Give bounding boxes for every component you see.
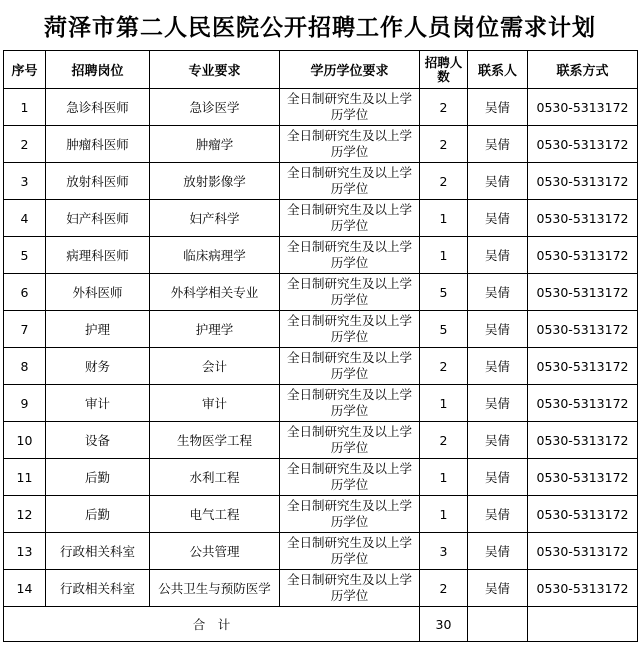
cell-phone: 0530-5313172: [528, 533, 638, 570]
table-row: [4, 200, 638, 237]
cell-contact: 吴倩: [468, 459, 528, 496]
cell-post: 后勤: [46, 496, 150, 533]
cell-post: 外科医师: [46, 274, 150, 311]
table-row: [4, 163, 638, 200]
cell-count: 2: [420, 163, 468, 200]
table-row: [4, 89, 638, 126]
cell-no: 3: [4, 163, 46, 200]
cell-count: 1: [420, 385, 468, 422]
cell-degree: 全日制研究生及以上学历学位: [280, 422, 420, 459]
cell-count: 3: [420, 533, 468, 570]
cell-contact: 吴倩: [468, 422, 528, 459]
table-row: [4, 459, 638, 496]
cell-degree: 全日制研究生及以上学历学位: [280, 570, 420, 607]
cell-major: 临床病理学: [150, 237, 280, 274]
cell-phone: 0530-5313172: [528, 311, 638, 348]
cell-no: 9: [4, 385, 46, 422]
cell-major: 外科学相关专业: [150, 274, 280, 311]
total-label: 合 计: [4, 607, 420, 642]
cell-major: 公共管理: [150, 533, 280, 570]
cell-no: 4: [4, 200, 46, 237]
cell-contact: 吴倩: [468, 496, 528, 533]
table-row: [4, 274, 638, 311]
cell-post: 行政相关科室: [46, 570, 150, 607]
cell-degree: 全日制研究生及以上学历学位: [280, 89, 420, 126]
cell-phone: 0530-5313172: [528, 348, 638, 385]
cell-contact: 吴倩: [468, 89, 528, 126]
cell-degree: 全日制研究生及以上学历学位: [280, 385, 420, 422]
cell-phone: 0530-5313172: [528, 422, 638, 459]
cell-phone: 0530-5313172: [528, 163, 638, 200]
cell-count: 2: [420, 422, 468, 459]
cell-post: 审计: [46, 385, 150, 422]
cell-phone: 0530-5313172: [528, 274, 638, 311]
header-degree: 学历学位要求: [280, 51, 420, 89]
cell-degree: 全日制研究生及以上学历学位: [280, 200, 420, 237]
cell-count: 2: [420, 570, 468, 607]
cell-post: 肿瘤科医师: [46, 126, 150, 163]
table-row: [4, 126, 638, 163]
total-empty-phone: [528, 607, 638, 642]
header-phone: 联系方式: [528, 51, 638, 89]
cell-major: 电气工程: [150, 496, 280, 533]
cell-phone: 0530-5313172: [528, 237, 638, 274]
total-count: 30: [420, 607, 468, 642]
cell-count: 5: [420, 311, 468, 348]
cell-count: 1: [420, 237, 468, 274]
cell-degree: 全日制研究生及以上学历学位: [280, 533, 420, 570]
cell-no: 10: [4, 422, 46, 459]
recruitment-table: [3, 50, 638, 642]
cell-post: 行政相关科室: [46, 533, 150, 570]
cell-phone: 0530-5313172: [528, 126, 638, 163]
cell-contact: 吴倩: [468, 200, 528, 237]
cell-contact: 吴倩: [468, 163, 528, 200]
cell-major: 公共卫生与预防医学: [150, 570, 280, 607]
cell-post: 后勤: [46, 459, 150, 496]
cell-post: 妇产科医师: [46, 200, 150, 237]
cell-count: 2: [420, 89, 468, 126]
table-row: [4, 237, 638, 274]
cell-major: 急诊医学: [150, 89, 280, 126]
cell-contact: 吴倩: [468, 126, 528, 163]
cell-no: 11: [4, 459, 46, 496]
cell-no: 13: [4, 533, 46, 570]
header-no: 序号: [4, 51, 46, 89]
cell-no: 2: [4, 126, 46, 163]
cell-no: 14: [4, 570, 46, 607]
cell-count: 2: [420, 126, 468, 163]
header-post: 招聘岗位: [46, 51, 150, 89]
cell-count: 1: [420, 459, 468, 496]
total-empty-contact: [468, 607, 528, 642]
cell-count: 1: [420, 200, 468, 237]
cell-count: 1: [420, 496, 468, 533]
cell-phone: 0530-5313172: [528, 459, 638, 496]
cell-degree: 全日制研究生及以上学历学位: [280, 496, 420, 533]
page-title: 菏泽市第二人民医院公开招聘工作人员岗位需求计划: [44, 13, 596, 41]
cell-contact: 吴倩: [468, 237, 528, 274]
cell-post: 放射科医师: [46, 163, 150, 200]
cell-post: 病理科医师: [46, 237, 150, 274]
cell-phone: 0530-5313172: [528, 496, 638, 533]
cell-contact: 吴倩: [468, 274, 528, 311]
cell-post: 急诊科医师: [46, 89, 150, 126]
table-row: [4, 570, 638, 607]
cell-no: 6: [4, 274, 46, 311]
cell-degree: 全日制研究生及以上学历学位: [280, 274, 420, 311]
table-row: [4, 496, 638, 533]
cell-contact: 吴倩: [468, 533, 528, 570]
cell-no: 1: [4, 89, 46, 126]
cell-degree: 全日制研究生及以上学历学位: [280, 237, 420, 274]
total-row: [4, 607, 638, 642]
cell-contact: 吴倩: [468, 385, 528, 422]
header-major: 专业要求: [150, 51, 280, 89]
cell-major: 审计: [150, 385, 280, 422]
cell-major: 放射影像学: [150, 163, 280, 200]
cell-no: 12: [4, 496, 46, 533]
cell-degree: 全日制研究生及以上学历学位: [280, 348, 420, 385]
header-contact: 联系人: [468, 51, 528, 89]
cell-major: 肿瘤学: [150, 126, 280, 163]
cell-major: 会计: [150, 348, 280, 385]
table-row: [4, 348, 638, 385]
header-count: 招聘人数: [420, 51, 468, 89]
table-row: [4, 422, 638, 459]
cell-degree: 全日制研究生及以上学历学位: [280, 163, 420, 200]
cell-major: 生物医学工程: [150, 422, 280, 459]
header-row: [4, 51, 638, 89]
cell-major: 护理学: [150, 311, 280, 348]
cell-phone: 0530-5313172: [528, 385, 638, 422]
cell-degree: 全日制研究生及以上学历学位: [280, 126, 420, 163]
table-body: [4, 89, 638, 607]
table-row: [4, 385, 638, 422]
cell-post: 护理: [46, 311, 150, 348]
cell-post: 设备: [46, 422, 150, 459]
cell-phone: 0530-5313172: [528, 200, 638, 237]
table-row: [4, 311, 638, 348]
cell-count: 2: [420, 348, 468, 385]
cell-degree: 全日制研究生及以上学历学位: [280, 311, 420, 348]
cell-no: 7: [4, 311, 46, 348]
cell-degree: 全日制研究生及以上学历学位: [280, 459, 420, 496]
cell-post: 财务: [46, 348, 150, 385]
cell-major: 水利工程: [150, 459, 280, 496]
cell-no: 5: [4, 237, 46, 274]
cell-count: 5: [420, 274, 468, 311]
cell-contact: 吴倩: [468, 348, 528, 385]
cell-contact: 吴倩: [468, 311, 528, 348]
cell-phone: 0530-5313172: [528, 570, 638, 607]
cell-contact: 吴倩: [468, 570, 528, 607]
cell-major: 妇产科学: [150, 200, 280, 237]
table-row: [4, 533, 638, 570]
cell-phone: 0530-5313172: [528, 89, 638, 126]
cell-no: 8: [4, 348, 46, 385]
